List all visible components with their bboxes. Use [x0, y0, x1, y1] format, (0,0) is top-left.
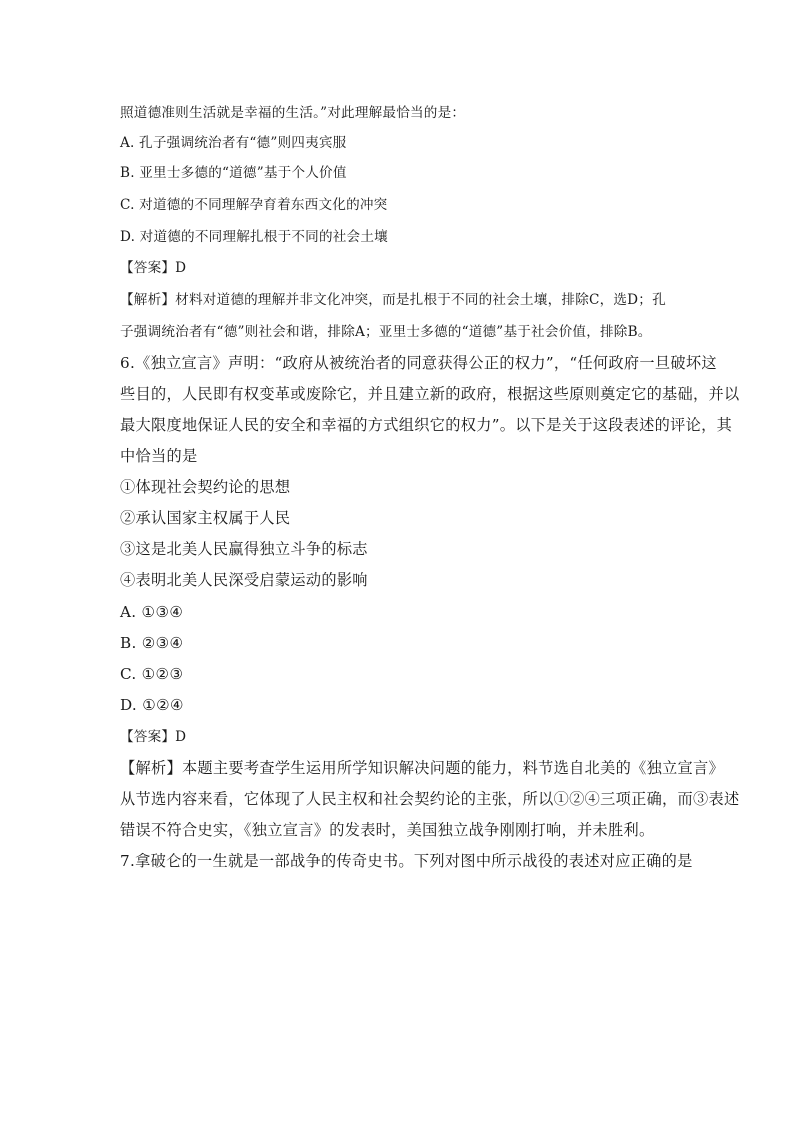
q6-option-b: B. ②③④: [120, 634, 184, 652]
q5-option-c: C. 对道德的不同理解孕育着东西文化的冲突: [120, 197, 388, 213]
q6-statement-4: ④表明北美人民深受启蒙运动的影响: [120, 571, 368, 589]
q5-stem-tail: 照道德准则生活就是幸福的生活。”对此理解最恰当的是：: [120, 105, 466, 121]
q6-answer: 【答案】D: [120, 729, 187, 745]
q6-analysis-line-1: 【解析】本题主要考查学生运用所学知识解决问题的能力，料节选自北美的《独立宣言》: [120, 759, 725, 777]
q5-analysis-line-1: 【解析】材料对道德的理解并非文化冲突，而是扎根于不同的社会土壤，排除C，选D；孔: [120, 292, 666, 308]
q5-option-b: B. 亚里士多德的“道德”基于个人价值: [120, 165, 347, 181]
q5-option-d: D. 对道德的不同理解扎根于不同的社会土壤: [120, 229, 388, 245]
q5-answer: 【答案】D: [120, 260, 187, 276]
q6-option-d: D. ①②④: [120, 696, 184, 714]
q6-stem-line-4: 中恰当的是: [120, 447, 198, 465]
q6-stem-line-2: 些目的，人民即有权变革或废除它，并且建立新的政府，根据这些原则奠定它的基础，并以: [120, 385, 740, 403]
q7-stem: 7.拿破仑的一生就是一部战争的传奇史书。下列对图中所示战役的表述对应正确的是: [120, 852, 693, 870]
q6-stem-line-3: 最大限度地保证人民的安全和幸福的方式组织它的权力”。以下是关于这段表述的评论，其: [120, 416, 733, 434]
q5-analysis-line-2: 子强调统治者有“德”则社会和谐，排除A；亚里士多德的“道德”基于社会价值，排除B。: [120, 324, 652, 340]
q6-stem-line-1: 6.《独立宣言》声明：“政府从被统治者的同意获得公正的权力”，“任何政府一旦破坏这: [120, 354, 717, 372]
q6-statement-1: ①体现社会契约论的思想: [120, 478, 291, 496]
q6-analysis-line-3: 错误不符合史实，《独立宣言》的发表时，美国独立战争刚刚打响，并未胜利。: [120, 821, 655, 839]
q6-analysis-line-2: 从节选内容来看，它体现了人民主权和社会契约论的主张，所以①②④三项正确，而③表述: [120, 790, 740, 808]
q6-option-c: C. ①②③: [120, 665, 184, 683]
q6-option-a: A. ①③④: [120, 603, 184, 621]
q6-statement-2: ②承认国家主权属于人民: [120, 509, 291, 527]
q5-option-a: A. 孔子强调统治者有“德”则四夷宾服: [120, 135, 347, 151]
q6-statement-3: ③这是北美人民赢得独立斗争的标志: [120, 540, 368, 558]
